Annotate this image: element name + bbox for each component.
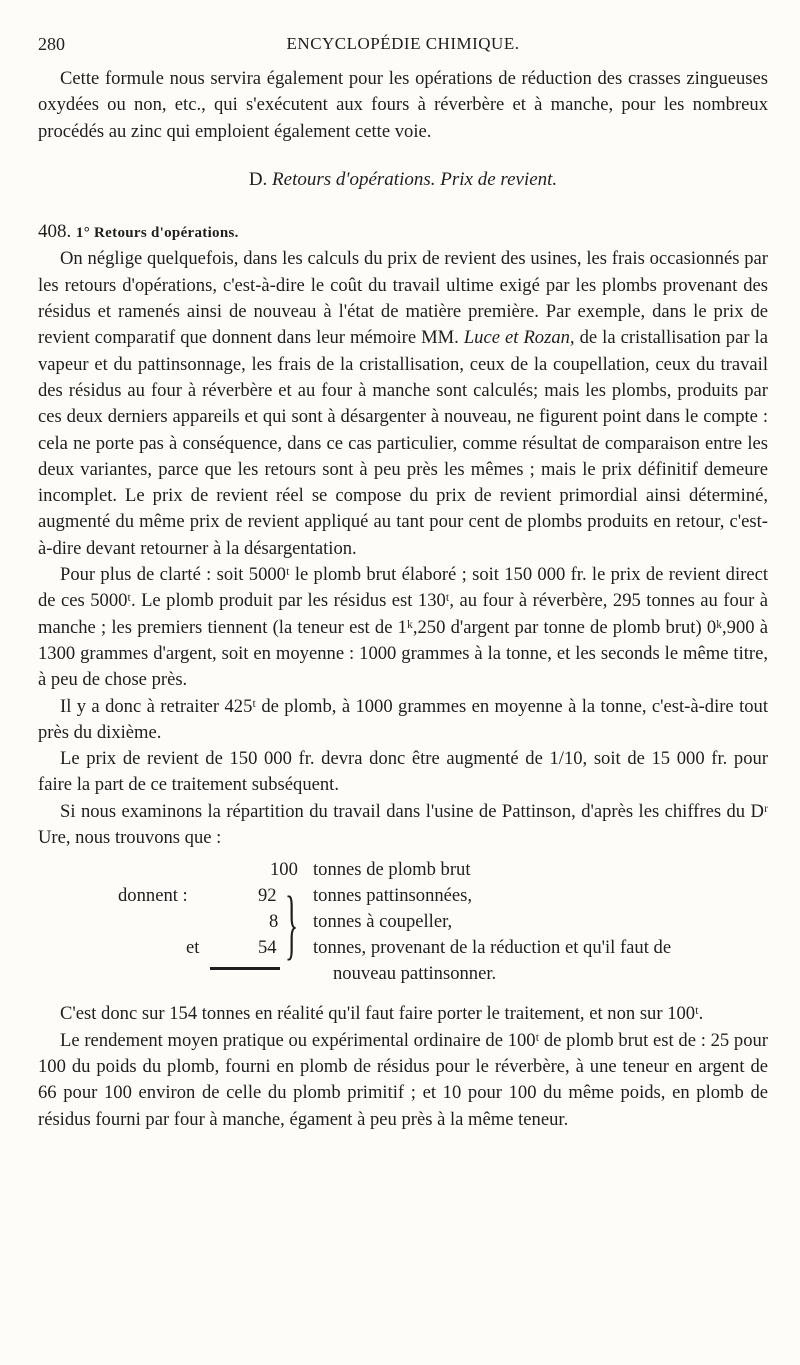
intro-paragraph: Cette formule nous servira également pour les opérations de réduction des crasses zingueuses oxydées ou non, etc., qui s'exécutent aux fours à réverbère et à manche, pour les nombreux procédés au zinc qui emploient également cette voie.: [38, 68, 768, 142]
paragraph-2: Pour plus de clarté : soit 5000ᵗ le plomb brut élaboré ; soit 150 000 fr. le prix de revient direct de ces 5000ᵗ. Le plomb produit par les résidus est 130ᵗ, au four à réverbère, 295 tonnes au four à manche ; les premiers tiennent (la teneur est de 1ᵏ,250 d'argent par tonne de plomb brut) 0ᵏ,900 à 1300 grammes d'argent, soit en moyenne : 1000 grammes à la tonne, et les seconds le même titre, à peu de chose près.: [38, 564, 768, 691]
article-heading: [38, 219, 768, 246]
sum-rule: [210, 967, 280, 970]
brace-glyph: }: [285, 880, 299, 968]
row-4-text: tonnes, provenant de la réduction et qu'il faut de: [313, 937, 672, 959]
authors-name: Luce et Rozan,: [463, 327, 575, 349]
paragraph-7: Le rendement moyen pratique ou expérimental ordinaire de 100ᵗ de plomb brut est de : 25 pour 100 du poids du plomb, fourni en plomb de résidus pour le réverbère, à une teneur en argent de 66 pour 100 environ de celle du plomb primitif ; et 10 pour 100 du même poids, en plomb de résidus fourni par four à manche, égament à peu près à la même teneur.: [38, 1029, 768, 1130]
row-5-text: nouveau pattinsonner.: [333, 963, 497, 985]
paragraph-1: [38, 246, 768, 562]
section-heading: [38, 167, 768, 193]
paragraph-5: Si nous examinons la répartition du travail dans l'usine de Pattinson, d'après les chiffres du Dʳ Ure, nous trouvons que :: [38, 800, 768, 849]
page-body: [38, 66, 768, 1133]
row-4-number: 54: [258, 937, 277, 959]
page-header: [38, 34, 768, 60]
row-1-number: 100: [270, 859, 298, 881]
row-3-number: 8: [269, 911, 279, 933]
article-number: 408.: [38, 221, 72, 243]
running-title: ENCYCLOPÉDIE CHIMIQUE.: [286, 34, 520, 53]
label-donnent: donnent :: [118, 885, 188, 907]
row-2-text: tonnes pattinsonnées,: [313, 885, 473, 907]
section-title: Retours d'opérations. Prix de revient.: [272, 168, 558, 190]
paragraph-3: Il y a donc à retraiter 425ᵗ de plomb, à 1000 grammes en moyenne à la tonne, c'est-à-dire tout près du dixième.: [38, 695, 768, 743]
row-1-text: tonnes de plomb brut: [313, 859, 471, 881]
paragraph-6: C'est donc sur 154 tonnes en réalité qu'il faut faire porter le traitement, et non sur 100ᵗ.: [60, 1003, 704, 1025]
distribution-table: [38, 855, 768, 995]
label-et: et: [186, 937, 200, 959]
paragraph-1-part-a: On néglige quelquefois, dans les calculs du prix de revient des usines, les frais occasionnés par les retours d'opérations, c'est-à-dire le coût du travail ultime exigé par les plombs provenant des résidus et ramenés ainsi de nouveau à l'état de matière première. Par exemple, dans le prix de revient comparatif que donnent dans leur mémoire MM.: [38, 248, 768, 349]
article-title: 1° Retours d'opérations.: [75, 225, 239, 242]
paragraph-4: Le prix de revient de 150 000 fr. devra donc être augmenté de 1/10, soit de 15 000 fr. pour faire la part de ce traitement subséquent.: [38, 748, 768, 796]
row-3-text: tonnes à coupeller,: [313, 911, 453, 933]
page-number: 280: [38, 34, 65, 54]
section-letter: D.: [248, 168, 268, 190]
row-2-number: 92: [258, 885, 277, 907]
paragraph-1-part-b: de la cristallisation par la vapeur et du pattinsonnage, les frais de la cristallisation, ceux de la coupellation, ceux du travail des résidus au four à réverbère et au four à manche sont calculés; mais les plombs, produits par ces deux derniers appareils et qui sont à désargenter à nouveau, ne figurent point dans le compte : cela ne porte pas à conséquence, dans ce cas particulier, comme résultat de comparaison entre les deux variantes, parce que les retours sont à peu près les mêmes ; mais le prix définitif demeure incomplet. Le prix de revient réel se compose du prix de revient primordial ainsi déterminé, augmenté du même prix de revient appliqué au tant pour cent de plombs produits en retour, c'est-à-dire devant retourner à la désargentation.: [38, 327, 768, 559]
